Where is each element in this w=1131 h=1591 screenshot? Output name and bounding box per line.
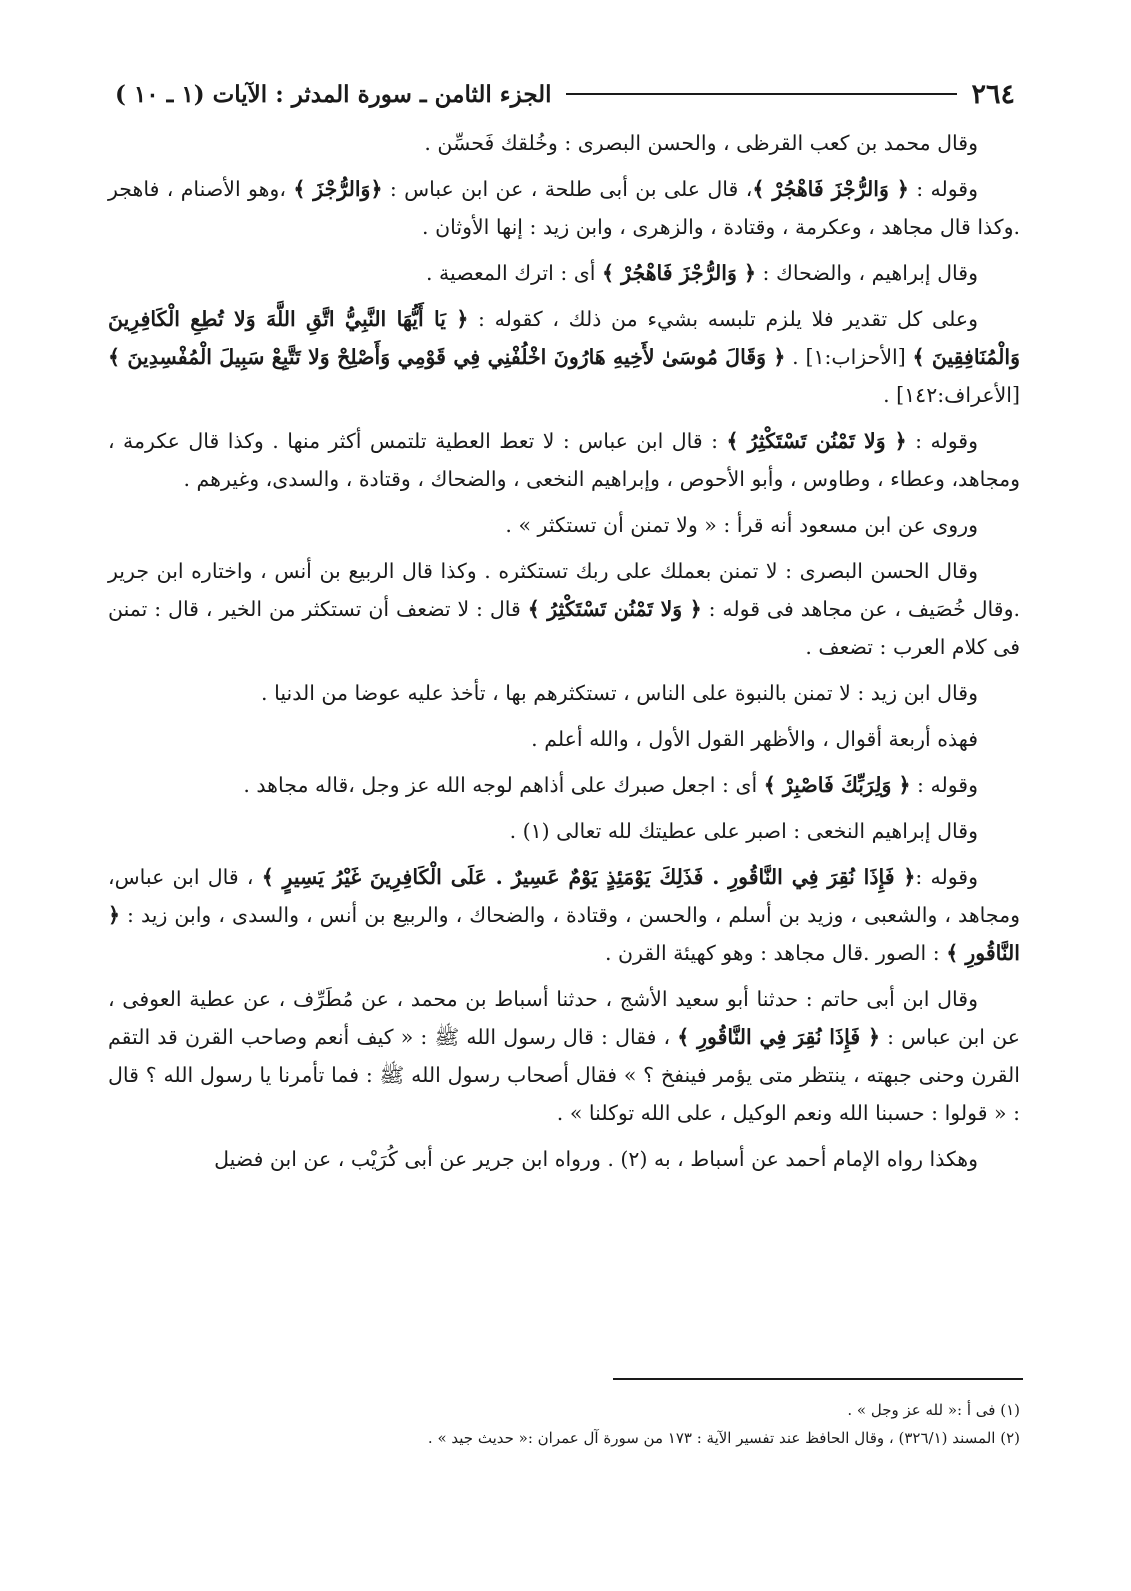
paragraph: [108, 552, 1020, 666]
paragraph-text: قال : لا تضعف أن تستكثر من الخير ، قال : تمنن فى كلام العرب : تضعف .: [108, 597, 1020, 659]
paragraph: [108, 124, 1020, 162]
paragraph: [108, 170, 1020, 246]
paragraph-text: أى : اترك المعصية .: [426, 261, 603, 285]
paragraph-text: وقوله :: [910, 773, 978, 797]
paragraph: [108, 422, 1020, 498]
quran-verse: ﴿ وَقَالَ مُوسَىٰ لأَخِيهِ هَارُونَ اخْلُفْنِي فِي قَوْمِي وَأَصْلِحْ وَلا تَتَّبِعْ سَبِيلَ الْمُفْسِدِينَ ﴾: [108, 345, 786, 369]
paragraph: [108, 980, 1020, 1132]
paragraph: [108, 1140, 1020, 1178]
paragraph-text: أى : اجعل صبرك على أذاهم لوجه الله عز وجل ،قاله مجاهد .: [243, 773, 764, 797]
paragraph-text: ،وهو الأصنام ، فاهجر .وكذا قال مجاهد ، وعكرمة ، وقتادة ، والزهرى ، وابن زيد : إنها الأوثان .: [108, 177, 1020, 239]
paragraph: [108, 720, 1020, 758]
quran-verse: ﴿ وَلا تَمْنُن تَسْتَكْثِرُ ﴾: [726, 429, 907, 453]
paragraph-text: ، فقال : قال رسول الله ﷺ : « كيف أنعم وصاحب القرن قد التقم القرن وحنى جبهته ، ينتظر متى يؤمر فينفخ ؟ » فقال أصحاب رسول الله ﷺ : فما تأمرنا يا رسول الله ؟ قال : « قولوا : حسبنا الله ونعم الوكيل ، على الله توكلنا » .: [108, 1025, 1020, 1125]
quran-verse: ﴿وَالرُّجْزَ ﴾: [293, 177, 383, 201]
paragraph-text: ، قال على بن أبى طلحة ، عن ابن عباس :: [382, 177, 753, 201]
footnotes: [108, 1396, 1020, 1452]
paragraph-text: فهذه أربعة أقوال ، والأظهر القول الأول ، والله أعلم .: [531, 727, 978, 751]
paragraph-text: وهكذا رواه الإمام أحمد عن أسباط ، به (٢) . ورواه ابن جرير عن أبى كُرَيْب ، عن ابن فضيل: [214, 1147, 978, 1171]
paragraph: [108, 766, 1020, 804]
paragraph-text: وقوله :: [908, 177, 979, 201]
footnote-rule: [613, 1378, 1023, 1380]
quran-verse: ﴿ يَا أَيُّهَا النَّبِيُّ اتَّقِ اللَّهَ وَلا تُطِعِ الْكَافِرِينَ وَالْمُنَافِقِينَ ﴾: [108, 307, 1020, 369]
running-head: الجزء الثامن ـ سورة المدثر : الآيات (١ ـ ١٠ ): [115, 80, 552, 108]
paragraph-text: وقوله :: [915, 865, 979, 889]
paragraph-text: وقال الحسن البصرى : لا تمنن بعملك على ربك تستكثره . وكذا قال الربيع بن أنس ، واختاره ابن جرير .وقال خُصَيف ، عن مجاهد فى قوله :: [108, 559, 1020, 621]
main-text: [108, 124, 1020, 1186]
quran-verse: ﴿ وَالرُّجْزَ فَاهْجُرْ ﴾: [752, 177, 909, 201]
paragraph-text: وقوله :: [906, 429, 978, 453]
quran-verse: ﴿ فَإِذَا نُقِرَ فِي النَّاقُورِ . فَذَلِكَ يَوْمَئِذٍ يَوْمٌ عَسِيرٌ . عَلَى الْكَافِرِينَ غَيْرُ يَسِيرٍ ﴾: [261, 865, 916, 889]
quran-verse: ﴿ النَّاقُورِ ﴾: [108, 903, 1020, 965]
paragraph-text: وقال إبراهيم النخعى : اصبر على عطيتك لله تعالى (١) .: [509, 819, 978, 843]
paragraph: [108, 858, 1020, 972]
paragraph-text: : قال ابن عباس : لا تعط العطية تلتمس أكثر منها . وكذا قال عكرمة ، ومجاهد، وعطاء ، وطاوس ، وأبو الأحوص ، وإبراهيم النخعى ، والضحاك ، وقتادة ، والسدى، وغيرهم .: [108, 429, 1020, 491]
header-rule: [566, 93, 958, 95]
quran-verse: ﴿ وَلا تَمْنُن تَسْتَكْثِرُ ﴾: [527, 597, 702, 621]
paragraph-text: ، قال ابن عباس، ومجاهد ، والشعبى ، وزيد بن أسلم ، والحسن ، وقتادة ، والضحاك ، والربيع بن أنس ، والسدى ، وابن زيد :: [108, 865, 1020, 927]
paragraph: [108, 812, 1020, 850]
paragraph-text: وقال إبراهيم ، والضحاك :: [756, 261, 978, 285]
page-number: ٢٦٤: [971, 78, 1015, 110]
paragraph-text: وقال محمد بن كعب القرظى ، والحسن البصرى : وخُلقك فَحسِّن .: [424, 131, 978, 155]
paragraph: [108, 300, 1020, 414]
paragraph-text: [الأعراف:١٤٢] .: [883, 383, 1020, 407]
footnote-2: (٢) المسند (٣٢٦/١) ، وقال الحافظ عند تفسير الآية : ١٧٣ من سورة آل عمران :« حديث جيد » .: [427, 1429, 1020, 1447]
quran-verse: ﴿ فَإِذَا نُقِرَ فِي النَّاقُورِ ﴾: [677, 1025, 880, 1049]
paragraph-text: وعلى كل تقدير فلا يلزم تلبسه بشيء من ذلك ، كقوله :: [468, 307, 978, 331]
paragraph-text: وقال ابن زيد : لا تمنن بالنبوة على الناس ، تستكثرهم بها ، تأخذ عليه عوضا من الدنيا .: [261, 681, 978, 705]
paragraph: [108, 506, 1020, 544]
paragraph: [108, 674, 1020, 712]
paragraph: [108, 254, 1020, 292]
footnote-1: (١) فى أ :« لله عز وجل » .: [847, 1401, 1020, 1419]
quran-verse: ﴿ وَالرُّجْزَ فَاهْجُرْ ﴾: [602, 261, 756, 285]
quran-verse: ﴿ وَلِرَبِّكَ فَاصْبِرْ ﴾: [763, 773, 911, 797]
paragraph-text: : الصور .قال مجاهد : وهو كهيئة القرن .: [604, 941, 947, 965]
paragraph-text: [الأحزاب:١] .: [785, 345, 913, 369]
paragraph-text: وروى عن ابن مسعود أنه قرأ : « ولا تمنن أن تستكثر » .: [505, 513, 978, 537]
page-header: [115, 76, 1015, 112]
paragraph-text: وقال ابن أبى حاتم : حدثنا أبو سعيد الأشج ، حدثنا أسباط بن محمد ، عن مُطَرِّف ، عن عطية العوفى ، عن ابن عباس :: [108, 987, 1020, 1049]
